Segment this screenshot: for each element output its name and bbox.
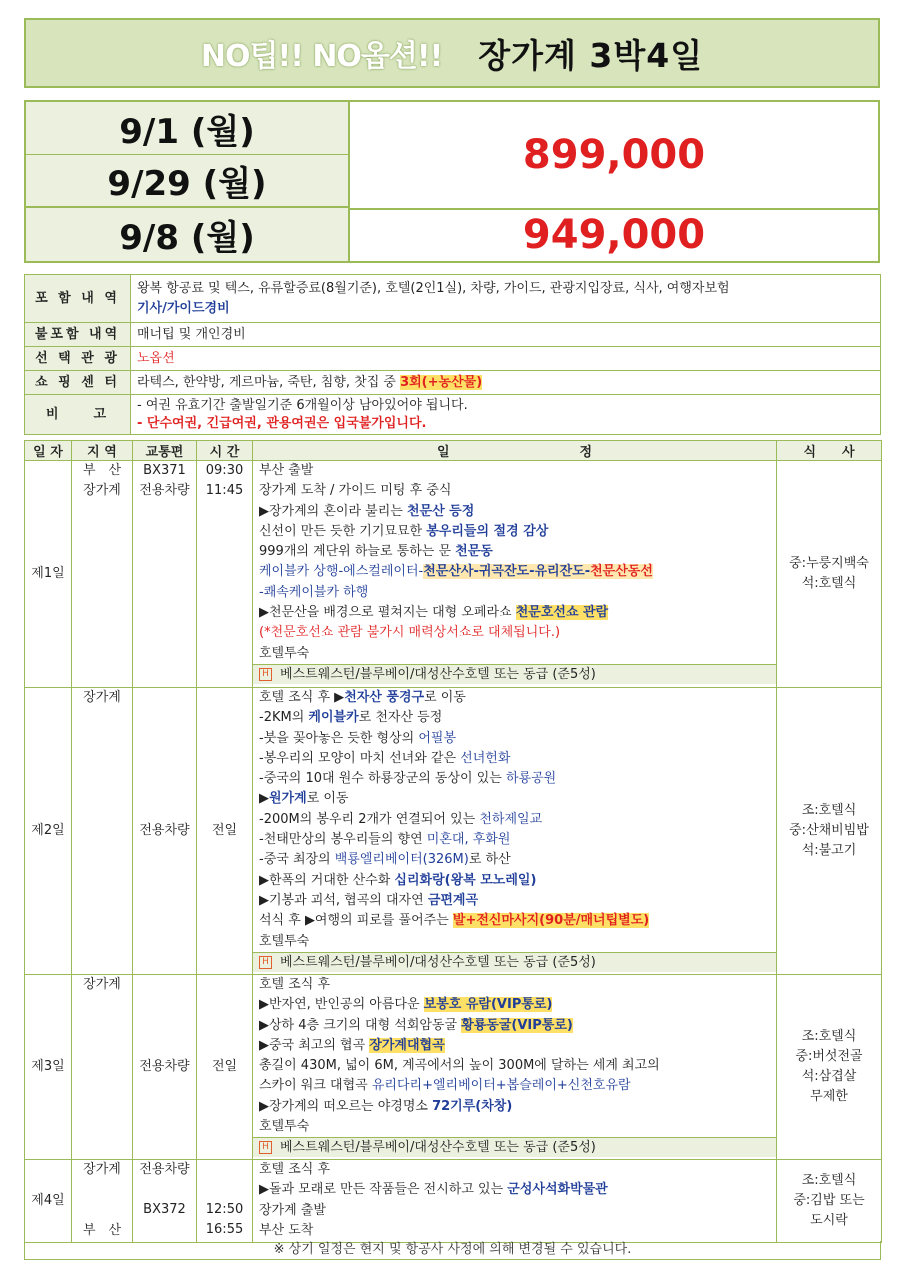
schedule-line — [253, 891, 776, 911]
transport-cell — [133, 1160, 197, 1243]
schedule-line: 호텔투숙 — [259, 645, 310, 661]
header-region: 지 역 — [72, 441, 133, 461]
day-row — [25, 975, 882, 1160]
highlight: 천문산사-귀곡잔도-유리잔도- — [423, 564, 591, 580]
departure-date: 9/1 (월) — [26, 102, 350, 155]
schedule-line — [253, 729, 776, 749]
schedule-line — [253, 688, 776, 708]
time: 09:30 — [205, 463, 244, 478]
day-label: 제2일 — [25, 688, 72, 975]
departure-date: 9/29 (월) — [26, 155, 350, 208]
meal: 중:누룽지백숙 — [789, 556, 869, 571]
schedule-line — [253, 995, 776, 1015]
hotel-line — [253, 1137, 776, 1157]
schedule-line — [253, 562, 776, 582]
schedule-line — [253, 502, 776, 522]
schedule-cell — [253, 688, 777, 975]
price-value: 949,000 — [522, 211, 706, 258]
time-cell — [197, 1160, 253, 1243]
text: ▶한폭의 거대한 산수화 — [259, 872, 395, 888]
text: ▶반자연, 반인공의 아름다운 — [259, 997, 424, 1013]
text: -붓을 꽂아놓은 듯한 형상의 — [259, 730, 419, 746]
text: -중국 최장의 — [259, 852, 335, 868]
region: 부 산 — [82, 463, 122, 478]
meal: 석:삼겹살 — [801, 1069, 857, 1084]
schedule-line — [253, 871, 776, 891]
price-box — [24, 100, 880, 263]
schedule-line — [253, 1036, 776, 1056]
transport: BX372 — [143, 1202, 186, 1217]
schedule-line — [253, 522, 776, 542]
region-cell — [72, 1160, 133, 1243]
text: -2KM의 — [259, 710, 309, 726]
hotel-line — [253, 952, 776, 972]
header-schedule: 일 정 — [253, 441, 777, 461]
highlight: 미혼대, 후화원 — [426, 832, 511, 848]
title-banner — [24, 18, 880, 88]
schedule-cell — [253, 461, 777, 688]
text: 석식 후 ▶여행의 피로를 풀어주는 — [259, 913, 453, 929]
meal-cell — [777, 461, 882, 688]
option-label: 선 택 관 광 — [25, 347, 131, 371]
text: 신선이 만든 듯한 기기묘묘한 — [259, 523, 427, 539]
footer-note: ※ 상기 일정은 현지 및 항공사 사정에 의해 변경될 수 있습니다. — [24, 1241, 881, 1260]
region: 장가계 — [83, 690, 121, 705]
schedule-line — [253, 749, 776, 769]
time: 11:45 — [205, 483, 244, 498]
option-text: 노옵션 — [131, 347, 881, 371]
text: 스카이 워크 대협곡 — [259, 1078, 372, 1094]
highlight: 황룡동굴(VIP통로) — [461, 1017, 573, 1033]
meal: 도시락 — [810, 1213, 848, 1228]
schedule-line — [253, 789, 776, 809]
region: 장가계 — [83, 483, 121, 498]
schedule-line — [253, 810, 776, 830]
itinerary-table — [24, 440, 882, 1243]
include-cell — [131, 275, 881, 323]
schedule-line: 호텔 조식 후 — [259, 1162, 331, 1177]
text: ▶돌과 모래로 만든 작품들은 전시하고 있는 — [259, 1182, 508, 1198]
shopping-cell — [131, 371, 881, 395]
schedule-line — [253, 603, 776, 623]
hotel-text: 베스트웨스턴/블루베이/대성산수호텔 또는 동급 (준5성) — [280, 1140, 596, 1156]
meal-cell — [777, 1160, 882, 1243]
text: 999개의 계단위 하늘로 통하는 문 — [259, 544, 456, 560]
schedule-line — [253, 830, 776, 850]
meal: 중:김밥 또는 — [793, 1193, 865, 1208]
transport: BX371 — [143, 463, 186, 478]
text: ▶상하 4층 크기의 대형 석회암동굴 — [259, 1017, 462, 1033]
header-transport: 교통편 — [133, 441, 197, 461]
text: 케이블카 상행-에스컬레이터- — [259, 564, 424, 580]
highlight: 백룡엘리베이터(326M) — [334, 852, 469, 868]
meal: 조:호텔식 — [801, 1029, 857, 1044]
time: 16:55 — [205, 1222, 244, 1237]
no-tip-no-option-text: NO팁!! NO옵션!! — [200, 39, 443, 74]
schedule-cell — [253, 975, 777, 1160]
meal: 조:호텔식 — [801, 1173, 857, 1188]
highlight: 십리화랑(왕복 모노레일) — [394, 872, 537, 888]
meal: 중:산채비빔밥 — [789, 823, 869, 838]
departure-date: 9/8 (월) — [26, 208, 350, 261]
transport-cell — [133, 461, 197, 688]
highlight: 천문산 등정 — [406, 503, 475, 519]
highlight: 천문동 — [455, 544, 493, 560]
transport: 전용차량 — [133, 975, 197, 1160]
schedule-line: -쾌속케이블카 하행 — [259, 584, 369, 600]
schedule-line — [253, 850, 776, 870]
highlight: 72기루(차창) — [432, 1098, 513, 1114]
schedule-line: 호텔투숙 — [259, 1119, 310, 1135]
schedule-line — [253, 1097, 776, 1117]
remark-line: - 여권 유효기간 출발일기준 6개월이상 남아있어야 됩니다. — [137, 397, 468, 413]
text: ▶천문산을 배경으로 펼쳐지는 대형 오페라쇼 — [259, 605, 516, 621]
highlight: 발+전신마사지(90분/매너팁별도) — [452, 913, 650, 929]
highlight: 장가계대협곡 — [369, 1037, 445, 1053]
day-label: 제1일 — [25, 461, 72, 688]
time-cell — [197, 461, 253, 688]
time: 12:50 — [205, 1202, 244, 1217]
schedule-line: 호텔 조식 후 — [259, 977, 331, 992]
hotel-text: 베스트웨스턴/블루베이/대성산수호텔 또는 동급 (준5성) — [280, 666, 596, 682]
highlight: 원가계 — [269, 791, 307, 807]
highlight: 케이블카 — [308, 710, 359, 726]
exclude-text: 매너팁 및 개인경비 — [131, 323, 881, 347]
text: ▶ — [259, 791, 269, 807]
highlight: 보봉호 유람(VIP통로) — [423, 997, 553, 1013]
remark-cell — [131, 395, 881, 435]
meal: 석:불고기 — [801, 843, 857, 858]
time: 전일 — [197, 688, 253, 975]
text: -천태만상의 봉우리들의 향연 — [259, 832, 427, 848]
text: -중국의 10대 원수 하룡장군의 동상이 있는 — [259, 771, 506, 787]
schedule-line — [253, 708, 776, 728]
meal-cell — [777, 688, 882, 975]
region-cell — [72, 688, 133, 975]
schedule-line: (*천문호선쇼 관람 불가시 매력상서쇼로 대체됩니다.) — [259, 625, 561, 641]
text: 로 이동 — [424, 690, 466, 705]
hotel-icon: H — [259, 956, 272, 969]
text: ▶장가계의 떠오르는 야경명소 — [259, 1098, 433, 1114]
highlight: 군성사석화박물관 — [507, 1182, 608, 1198]
schedule-line: 장가계 도착 / 가이드 미팅 후 중식 — [259, 483, 452, 499]
price-value: 899,000 — [350, 102, 878, 210]
remark-line: - 단수여권, 긴급여권, 관용여권은 입국불가입니다. — [137, 415, 427, 431]
meal: 조:호텔식 — [801, 803, 857, 818]
info-table — [24, 274, 881, 435]
schedule-line: 부산 출발 — [259, 463, 314, 478]
remark-label: 비 고 — [25, 395, 131, 435]
hotel-line — [253, 664, 776, 684]
schedule-line — [253, 542, 776, 562]
hotel-icon: H — [259, 668, 272, 681]
meal: 중:버섯전골 — [795, 1049, 863, 1064]
schedule-cell — [253, 1160, 777, 1243]
day-row — [25, 461, 882, 688]
meal-cell — [777, 975, 882, 1160]
day-row — [25, 1160, 882, 1243]
schedule-line: 부산 도착 — [259, 1222, 314, 1238]
highlight: 봉우리들의 절경 감상 — [426, 523, 549, 539]
day-label: 제4일 — [25, 1160, 72, 1243]
highlight: 하룡공원 — [505, 771, 557, 787]
tour-title: 장가계 3박4일 — [478, 35, 704, 75]
region: 장가계 — [83, 1162, 121, 1177]
highlight: 어필봉 — [418, 730, 457, 746]
region: 부 산 — [82, 1223, 122, 1238]
highlight: 선녀헌화 — [460, 750, 511, 766]
schedule-line — [253, 911, 776, 931]
region-cell — [72, 461, 133, 688]
meal: 무제한 — [810, 1089, 848, 1104]
region: 장가계 — [83, 977, 121, 992]
header-day: 일 자 — [25, 441, 72, 461]
highlight: 천하제일교 — [479, 811, 543, 827]
shopping-text: 라텍스, 한약방, 게르마늄, 죽탄, 침향, 찻집 중 — [137, 374, 401, 390]
text: -200M의 봉우리 2개가 연결되어 있는 — [259, 811, 480, 827]
text: ▶중국 최고의 협곡 — [259, 1037, 370, 1053]
day-label: 제3일 — [25, 975, 72, 1160]
hotel-icon: H — [259, 1141, 272, 1154]
time: 전일 — [197, 975, 253, 1160]
shopping-label: 쇼 핑 센 터 — [25, 371, 131, 395]
highlight: 천자산 풍경구 — [344, 690, 425, 705]
transport: 전용차량 — [139, 483, 190, 498]
highlight: 천문호선쇼 관람 — [515, 605, 609, 621]
schedule-line — [253, 769, 776, 789]
exclude-label: 불포함 내역 — [25, 323, 131, 347]
include-label: 포 함 내 역 — [25, 275, 131, 323]
schedule-line: 총길이 430M, 넓이 6M, 계곡에서의 높이 300M에 달하는 세계 최고의 — [259, 1058, 660, 1074]
header-time: 시 간 — [197, 441, 253, 461]
schedule-line: 호텔투숙 — [259, 933, 310, 949]
transport: 전용차량 — [139, 1162, 190, 1177]
text: 로 이동 — [306, 791, 349, 807]
meal: 석:호텔식 — [801, 576, 857, 591]
text: ▶기봉과 괴석, 협곡의 대자연 — [259, 892, 428, 908]
schedule-line — [253, 1016, 776, 1036]
text: 로 하산 — [468, 852, 511, 868]
text: 호텔 조식 후 ▶ — [259, 690, 345, 705]
day-row — [25, 688, 882, 975]
text: 로 천자산 등정 — [358, 710, 443, 726]
region-cell — [72, 975, 133, 1160]
text: -봉우리의 모양이 마치 선녀와 같은 — [259, 750, 461, 766]
highlight: 금편계곡 — [427, 892, 479, 908]
schedule-line — [253, 1076, 776, 1096]
include-text-2: 기사/가이드경비 — [137, 300, 230, 316]
highlight: 유리다리+엘리베이터+봅슬레이+신천호유람 — [371, 1078, 631, 1094]
schedule-line: 장가계 출발 — [259, 1202, 326, 1218]
include-text: 왕복 항공료 및 텍스, 유류할증료(8월기준), 호텔(2인1실), 차량, 가이드, 관광지입장료, 식사, 여행자보험 — [137, 280, 730, 296]
header-meal: 식 사 — [777, 441, 882, 461]
text: ▶장가계의 혼이라 불리는 — [259, 503, 407, 519]
shopping-count: 3회(+농산물) — [400, 374, 483, 390]
highlight: 천문산동선 — [590, 564, 653, 580]
schedule-line — [253, 1180, 776, 1200]
transport: 전용차량 — [133, 688, 197, 975]
hotel-text: 베스트웨스턴/블루베이/대성산수호텔 또는 동급 (준5성) — [280, 954, 596, 970]
